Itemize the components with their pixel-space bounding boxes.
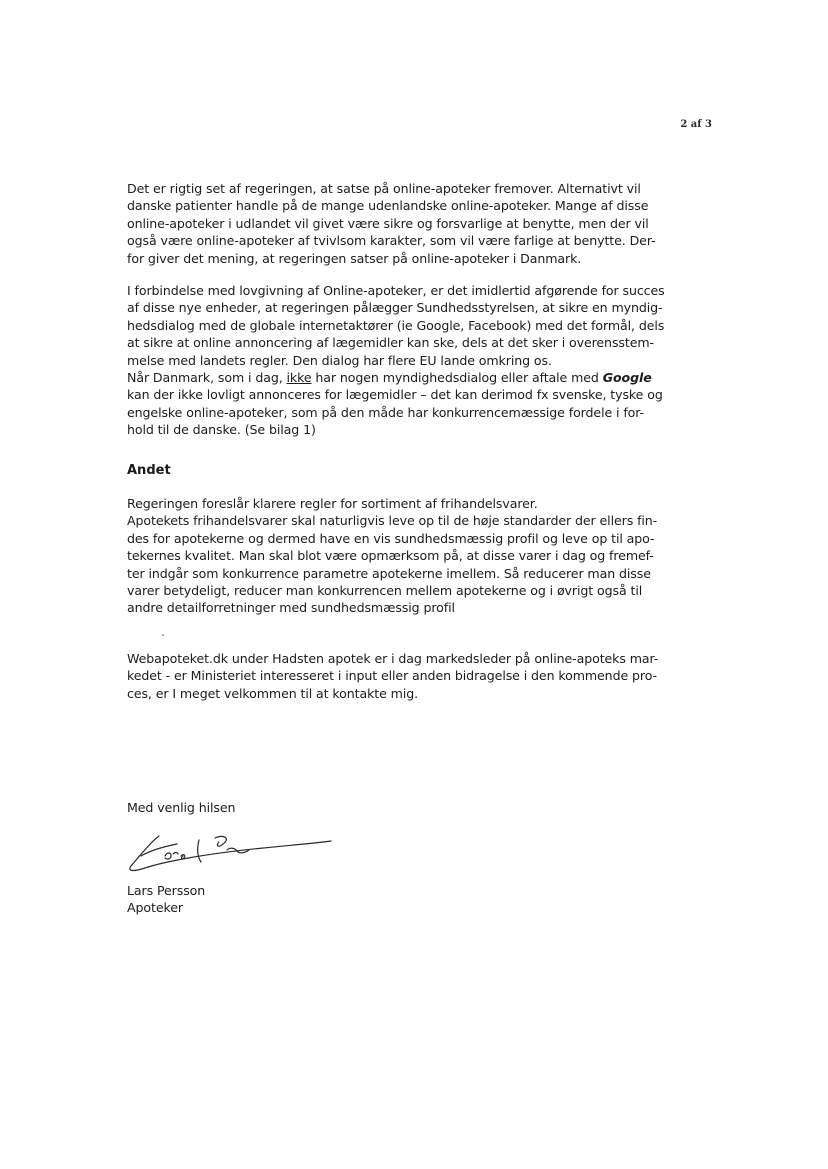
text-line-mixed <box>127 369 707 386</box>
paragraph-authority-dialogue <box>127 282 707 439</box>
text-line: online-apoteker i udlandet vil givet være sikre og forsvarlige at benytte, men der vil <box>127 215 649 231</box>
text-line: andre detailforretninger med sundhedsmæssig profil <box>127 600 455 616</box>
closing <box>127 799 707 816</box>
emphasized-word: Google <box>602 369 652 385</box>
text-line: danske patienter handle på de mange udenlandske online-apoteker. Mange af disse <box>127 198 649 214</box>
signer-name: Lars Persson <box>127 883 206 898</box>
text-line: I forbindelse med lovgivning af Online-apoteker, er det imidlertid afgørende for succes <box>127 283 665 298</box>
closing-text: Med venlig hilsen <box>127 800 236 815</box>
signer-title: Apoteker <box>127 900 183 916</box>
text-line: melse med landets regler. Den dialog har flere EU lande omkring os. <box>127 352 552 368</box>
text-line: Apotekets frihandelsvarer skal naturligvis leve op til de høje standarder der ellers fin- <box>127 513 658 529</box>
text-line: hold til de danske. (Se bilag 1) <box>127 422 316 438</box>
text-line: også være online-apoteker af tvivlsom karakter, som vil være farlige at benytte. Der- <box>127 233 656 249</box>
text-line: ces, er I meget velkommen til at kontakte mig. <box>127 685 419 701</box>
paragraph-contact <box>127 650 707 702</box>
text-line: Regeringen foreslår klarere regler for sortiment af frihandelsvarer. <box>127 496 538 511</box>
text-line: ter indgår som konkurrence parametre apotekerne imellem. Så reducerer man disse <box>127 565 651 581</box>
text-run: Når Danmark, som i dag, <box>127 369 287 385</box>
signer-block <box>127 882 707 917</box>
text-line: varer betydeligt, reducer man konkurrencen mellem apotekerne og i øvrigt også til <box>127 582 643 598</box>
page-number: 2 af 3 <box>680 119 712 130</box>
text-line: des for apotekerne og dermed have en vis sundhedsmæssig profil og leve op til apo- <box>127 530 655 546</box>
text-line: tekernes kvalitet. Man skal blot være opmærksom på, at disse varer i dag og fremef- <box>127 548 654 564</box>
underlined-word: ikke <box>286 369 312 385</box>
paragraph-assortment <box>127 495 707 617</box>
text-line: Webapoteket.dk under Hadsten apotek er i dag markedsleder på online-apoteks mar- <box>127 651 659 666</box>
handwritten-signature <box>123 826 335 878</box>
text-line: af disse nye enheder, at regeringen pålægger Sundhedsstyrelsen, at sikre en myndig- <box>127 300 663 316</box>
text-line: at sikre at online annoncering af lægemidler kan ske, dels at det sker i overensstem- <box>127 335 654 351</box>
text-line: hedsdialog med de globale internetaktører (ie Google, Facebook) med det formål, dels <box>127 317 665 333</box>
text-run: har nogen myndighedsdialog eller aftale med <box>311 369 603 385</box>
text-line: kan der ikke lovligt annonceres for lægemidler – det kan derimod fx svenske, tyske og <box>127 387 663 403</box>
section-heading: Andet <box>127 463 171 478</box>
text-line: kedet - er Ministeriet interesseret i input eller anden bidragelse i den kommende pro- <box>127 668 657 684</box>
text-line: for giver det mening, at regeringen satser på online-apoteker i Danmark. <box>127 250 582 266</box>
text-line: engelske online-apoteker, som på den måde har konkurrencemæssige fordele i for- <box>127 404 644 420</box>
text-line: Det er rigtig set af regeringen, at satse på online-apoteker fremover. Alternativt vil <box>127 181 641 196</box>
scan-speck <box>162 634 164 636</box>
paragraph-online-pharmacies <box>127 180 707 267</box>
